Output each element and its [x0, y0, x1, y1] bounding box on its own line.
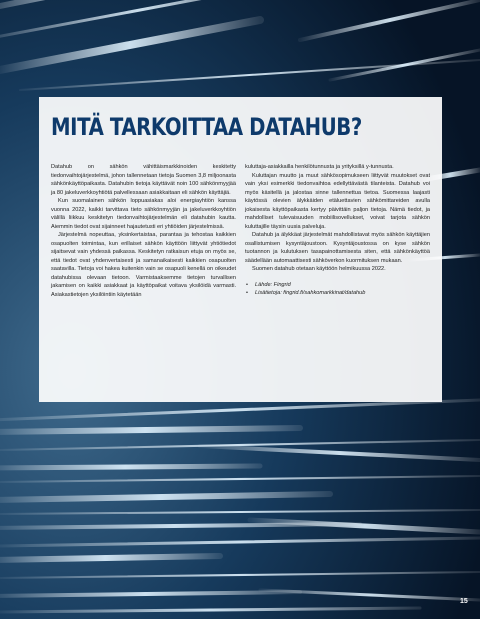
paragraph: kuluttaja-asiakkailla henkilötunnusta ja yrityksillä y-tunnusta. [245, 164, 394, 170]
source-item [246, 289, 430, 298]
bullet-icon: • [246, 290, 248, 296]
paragraph: Järjestelmä nopeuttaa, yksinkertaistaa, parantaa ja tehostaa kaikkien osapuolten toimintaa, kun erillaiset sähkön käyttöön liittyvät yhtiötiedot sijaitsevat vain yhdessä paikassa. Keskitetyn ratkaisun etuja on myös se, että tiedot ovat yhdenvertaisesti ja samanaikaisesti kaikkien osapuolten saatavilla. Tietoja voi hakea kuitenkin vain se osapuoli kenellä on oikeudet datahubissa olevaan tietoon. Varmistaaksemme tietojen turvallisen jakamisen on kaikki asiakkaat ja käyttöpaikat voitava yksilöidä varmasti. Asiakastietojen yksilöintiin käytetään [51, 232, 236, 298]
article-title: MITÄ TARKOITTAA DATAHUB? [51, 113, 362, 141]
article-body [51, 163, 430, 299]
source-link[interactable]: Lisätietoja: fingrid.fi/sahkomarkkinat/datahub [255, 290, 366, 296]
paragraph: Kun suomalainen sähkön loppuasiakas aloi energiayhtiön kanssa vuonna 2022, kaikki tarvittava tieto sähkönmyyjän ja jakeluverkkoyhtiön välillä liikkuu keskitetyn tiedonvaihtojärjestelmän eli datahubin kautta. Aiemmin tiedot ovat sijainneet hajautetusti eri yhtiöiden järjestelmissä. [51, 198, 236, 230]
source-item [246, 281, 430, 290]
page-number: 15 [460, 598, 468, 605]
left-column [51, 163, 236, 299]
paragraph: Suomen datahub otetaan käyttöön helmikuussa 2022. [252, 266, 386, 272]
paragraph: Datahub ja älykkäat järjestelmät mahdollistavat myös sähkön käyttäjien osallistumisen kysyntäjoustoon. Kysyntäjoustossa on kyse sähkön tuotannon ja kulutuksen tasapainottamisesta siten, että sähkönkäyttöä säädellään automaattisesti sähköverkon kuormituksen mukaan. [245, 232, 430, 264]
source-text: Lähde: Fingrid [255, 281, 291, 288]
paragraph: Datahub on sähkön vähittäismarkkinoiden keskitetty tiedonvaihtojärjestelmä, johon tallennetaan tietoja Suomen 3,8 miljoonasta sähkönkäyttöpaikasta. Datahubin tietoja käyttävät noin 100 sähkönmyyjää ja 80 jakeluverkkoyhtiötä palvellessaan asiakkaitaan eli sähkön käyttäjiä. [51, 164, 236, 196]
paragraph: Kuluttajan muutto ja muut sähkösopimukseen liittyvät muutokset ovat vain yksi esimerkki tiedonvaihtoa edellyttävästä tilanteista. Datahub voi myös käsitellä ja jalostaa sinne tallennettua tietoa. Suomessa laajasti käytössä olevien älykkäiden etäluettavien sähkömittareiden avulla jokaisesta käyttöpaikasta kertyy päivittäin paljon tietoja. Nämä tiedot, ja mahdolliset tulevaisuuden mobiilisovellukset, voivat tarjota sähkön kuluttajille täysin uusia palveluja. [245, 172, 430, 230]
article-panel [39, 97, 442, 402]
bullet-icon: • [246, 281, 248, 288]
source-list [245, 281, 430, 298]
right-column [245, 163, 430, 299]
